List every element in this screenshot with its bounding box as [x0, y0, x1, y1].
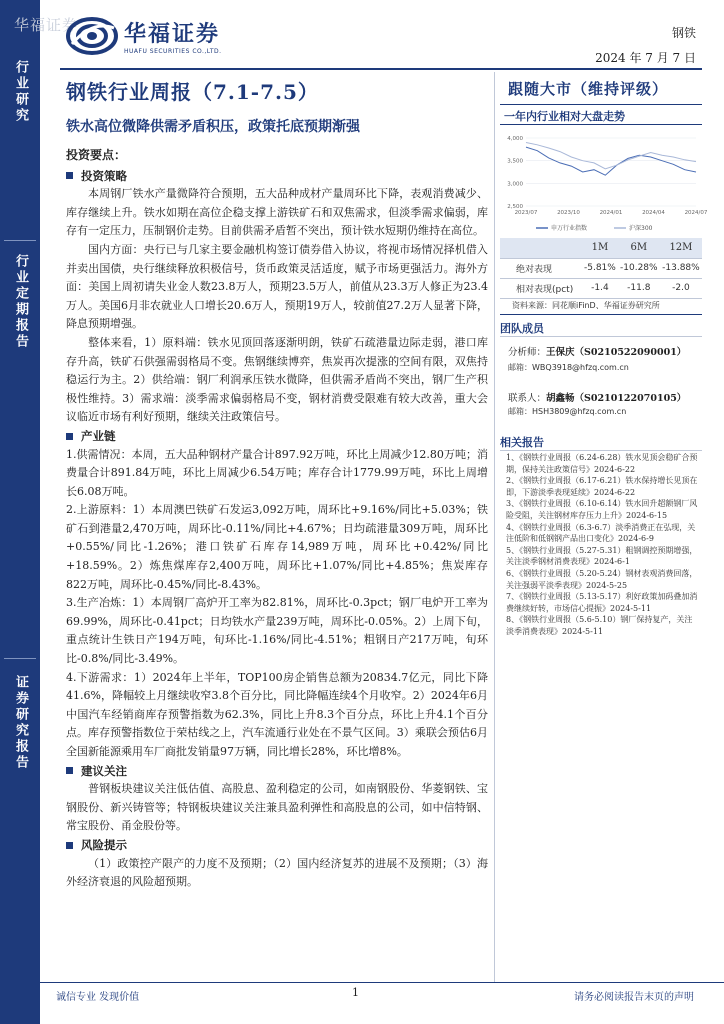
paragraph: 1.供需情况：本周，五大品种钢材产量合计897.92万吨，环比上周减少12.80万吨；消费量合计891.84万吨，环比上周减少6.54万吨；库存合计1779.99万吨，环比上周增长6.08万吨。 — [66, 447, 488, 498]
section-heading-text: 建议关注 — [81, 763, 127, 778]
header-meta — [595, 24, 696, 74]
section-heading-text: 风险提示 — [81, 837, 127, 852]
bullet-square-icon — [66, 172, 73, 179]
relative-performance-chart — [500, 130, 708, 238]
sidebar-label-industry-research: 行业研究 — [13, 60, 28, 124]
paragraph: 2.上游原料：1）本周澳巴铁矿石发运3,092万吨，周环比+9.16%/同比+5.03%；铁矿石到港量2,470万吨，周环比-0.11%/同比+4.67%；日均疏港量309万吨，周环比+0.55%/同比-1.26%；港口铁矿石库存14,989万吨，周环比+0.42%/同比+18.59%。2）炼焦煤库存2,400万吨，周环比+1.07%/同比+4.85%；焦炭库存822万吨，周环比-0.45%/同比-8.43%。 — [66, 503, 488, 591]
report-subtitle: 铁水高位微降供需矛盾积压，政策托底预期渐强 — [66, 119, 360, 135]
section-heading — [66, 836, 488, 855]
table-cell: -13.88% — [660, 258, 702, 278]
section-heading-text: 投资策略 — [81, 168, 127, 183]
table-cell: -1.4 — [582, 278, 618, 298]
sidebar-divider — [4, 240, 36, 241]
header-industry: 钢铁 — [671, 26, 696, 40]
paragraph: 4.下游需求：1）2024年上半年，TOP100房企销售总额为20834.7亿元，同比下降41.6%，降幅较上月继续收窄3.8个百分比，同比降幅连续4个月收窄。2）2024年6月中国汽车经销商库存预警指数为62.3%，同比上升8.3个百分点，环比上升4.1个百分点。库存预警指数位于荣枯线之上，汽车流通行业处在不景气区间。3）乘联会预估6月全国新能源乘用车厂商批发销量97万辆，同比增长28%，环比增8%。 — [66, 670, 488, 758]
table-cell: 相对表现(pct) — [500, 278, 582, 298]
chart-y-tick-label: 4,000 — [507, 136, 523, 142]
team-divider — [500, 336, 702, 337]
report-title: 钢铁行业周报（7.1-7.5） — [66, 80, 319, 104]
paragraph: 整体来看，1）原料端：铁水见顶回落逐渐明朗，铁矿石疏港量边际走弱，港口库存升高，铁矿石供强需弱格局不变。焦钢继续博弈，焦炭再次提涨的空间有限，双焦持稳运行为主。2）供给端：钢厂利润承压铁水微降，但供需矛盾尚不突出，钢厂生产积极性维持。3）需求端：淡季需求偏弱格局不变，钢材消费受限难有较大改善，重大会议临近市场有利好预期，继续关注政策信号。 — [66, 335, 488, 424]
section-heading-text: 产业链 — [81, 428, 116, 443]
chart-x-tick-label: 2024/04 — [642, 210, 665, 216]
performance-table-header — [500, 238, 702, 258]
logo-mark-icon — [66, 16, 118, 56]
data-source: 资料来源：同花顺iFinD、华福证券研究所 — [512, 301, 660, 310]
page-number: 1 — [352, 986, 359, 999]
main-content — [66, 146, 488, 892]
chart-x-tick-label: 2024/07 — [684, 210, 708, 216]
analyst-role: 分析师： — [508, 347, 547, 358]
list-item[interactable]: 6、《钢铁行业周报（5.20-5.24）钢材表观消费回落，关注强弱平淡季表现》2024-5-25 — [506, 568, 698, 590]
chart-legend-label: 申万行业指数 — [551, 225, 588, 232]
list-item[interactable]: 7、《钢铁行业周报（5.13-5.17）利好政策加码叠加消费继续好转，市场信心提振》2024-5-11 — [506, 592, 698, 613]
chart-series-line — [526, 147, 696, 175]
sidebar-divider — [4, 658, 36, 659]
analyst-email[interactable]: 邮箱：HSH3809@hfzq.com.cn — [508, 407, 627, 416]
footer-slogan: 诚信专业 发现价值 — [56, 992, 140, 1003]
analyst-name: 胡鑫畅（S0210122070105） — [546, 393, 687, 404]
table-row — [500, 278, 702, 298]
performance-table — [500, 238, 702, 299]
watermark: 华福证券 — [14, 16, 79, 34]
section-heading — [66, 762, 488, 781]
chart-y-tick-label: 3,000 — [507, 181, 523, 188]
column-divider — [494, 72, 495, 982]
bullet-square-icon — [66, 842, 73, 849]
sidebar — [0, 0, 40, 1024]
paragraph: （1）政策控产限产的力度不及预期；（2）国内经济复苏的进展不及预期；（3）海外经济衰退的风险超预期。 — [66, 856, 488, 889]
list-item[interactable]: 2、《钢铁行业周报（6.17-6.21）铁水保持增长见顶在即，下游淡季表现延续》2024-6-22 — [506, 476, 698, 497]
table-cell: 绝对表现 — [500, 258, 582, 278]
paragraph: 普钢板块建议关注低估值、高股息、盈利稳定的公司，如南钢股份、华菱钢铁、宝钢股份、新兴铸管等；特钢板块建议关注兼具盈利弹性和高股息的公司，如中信特钢、常宝股份、甬金股份等。 — [66, 782, 488, 833]
chart-y-tick-label: 2,500 — [507, 204, 523, 210]
chart-x-tick-label: 2023/07 — [514, 210, 538, 216]
analyst-1 — [508, 344, 686, 358]
chart-series-line — [526, 143, 696, 169]
related-reports-heading: 相关报告 — [500, 436, 544, 449]
analyst-role: 联系人： — [508, 393, 547, 404]
table-cell: -10.28% — [618, 258, 660, 278]
list-item[interactable]: 1、《钢铁行业周报（6.24-6.28）铁水见顶会稳矿合预期，保持关注政策信号》2024-6-22 — [506, 453, 698, 474]
chart-legend-label: 沪深300 — [629, 225, 653, 232]
table-cell: -11.8 — [618, 278, 660, 298]
header-date: 2024 年 7 月 7 日 — [595, 51, 696, 65]
list-item[interactable]: 5、《钢铁行业周报（5.27-5.31）粗钢调控预期增强，关注淡季钢材消费表现》2024-6-1 — [506, 545, 698, 567]
logo-text-cn: 华福证券 — [124, 22, 221, 47]
table-header-cell: 6M — [618, 238, 660, 258]
table-header-cell: 12M — [660, 238, 702, 258]
table-cell: -2.0 — [660, 278, 702, 298]
logo-text-en: HUAFU SECURITIES CO.,LTD. — [124, 48, 222, 55]
chart-x-tick-label: 2024/01 — [599, 210, 623, 216]
company-logo — [66, 16, 222, 56]
paragraph: 3.生产冶炼：1）本周钢厂高炉开工率为82.81%，周环比-0.3pct；钢厂电炉开工率为69.99%，周环比-0.41pct；日均铁水产量239万吨，周环比-0.05%。2）上周下旬，重点统计生铁日产194万吨，旬环比-1.16%/同比-4.51%；粗钢日产217万吨，旬环比-0.8%/同比-3.49%。 — [66, 596, 488, 666]
table-header-cell — [500, 238, 582, 258]
source-divider — [500, 314, 702, 315]
analyst-2 — [508, 390, 686, 404]
related-divider — [500, 450, 702, 451]
list-item[interactable]: 3、《钢铁行业周报（6.10-6.14）铁水回升超额钢厂风险受阻，关注钢材库存压力上升》2024-6-15 — [506, 499, 698, 520]
related-reports-list — [506, 452, 700, 638]
sidebar-label-periodic-report: 行业定期报告 — [13, 254, 28, 350]
chart-x-tick-label: 2023/10 — [557, 210, 580, 216]
table-header-cell: 1M — [582, 238, 618, 258]
section-heading — [66, 167, 488, 186]
bullet-square-icon — [66, 767, 73, 774]
chart-title-divider — [500, 124, 702, 125]
rating-divider — [500, 104, 702, 105]
footer-disclaimer: 请务必阅读报告末页的声明 — [574, 992, 694, 1003]
list-item[interactable]: 4、《钢铁行业周报（6.3-6.7）淡季消费正在弘现，关注低阶和低钢钢产品出口变化》2024-6-9 — [506, 522, 696, 544]
footer-divider — [40, 982, 724, 983]
paragraph: 本周钢厂铁水产量微降符合预期，五大品种成材产量周环比下降，表观消费减少、库存继续上升。铁水如期在高位企稳支撑上游铁矿石和双焦需求，但淡季需求偏弱，库存有一定压力，压制钢价走势。目前供需矛盾暂不突出，预计铁水短期仍维持在高位。 — [66, 187, 488, 238]
table-row — [500, 258, 702, 278]
sidebar-label-securities-report: 证券研究报告 — [13, 675, 28, 771]
header-divider — [60, 68, 702, 70]
table-cell: -5.81% — [582, 258, 618, 278]
chart-y-tick-label: 3,500 — [507, 158, 523, 165]
bullet-square-icon — [66, 433, 73, 440]
rating: 跟随大市（维持评级） — [508, 80, 669, 98]
list-item[interactable]: 8、《钢铁行业周报（5.6-5.10）钢厂保持复产，关注淡季消费表现》2024-5-11 — [506, 615, 693, 636]
chart-title: 一年内行业相对大盘走势 — [504, 110, 625, 123]
section-heading — [66, 427, 488, 446]
key-points-heading: 投资要点： — [66, 148, 127, 162]
team-heading: 团队成员 — [500, 322, 544, 335]
paragraph: 国内方面：央行已与几家主要金融机构签订债券借入协议，将视市场情况择机借入并卖出国债，央行继续释放积极信号，货币政策灵活适度，赋予市场更强活力。海外方面：美国上周初请失业金人数23.8万人，预期23.5万人，前值从23.3万人修正为23.4万人。美国6月非农就业人口增长20.6万人，预期19万人，较前值27.2万人显著下降，降息预期增强。 — [66, 242, 488, 331]
analyst-name: 王保庆（S0210522090001） — [546, 347, 687, 358]
analyst-email[interactable]: 邮箱：WBQ3918@hfzq.com.cn — [508, 363, 629, 372]
